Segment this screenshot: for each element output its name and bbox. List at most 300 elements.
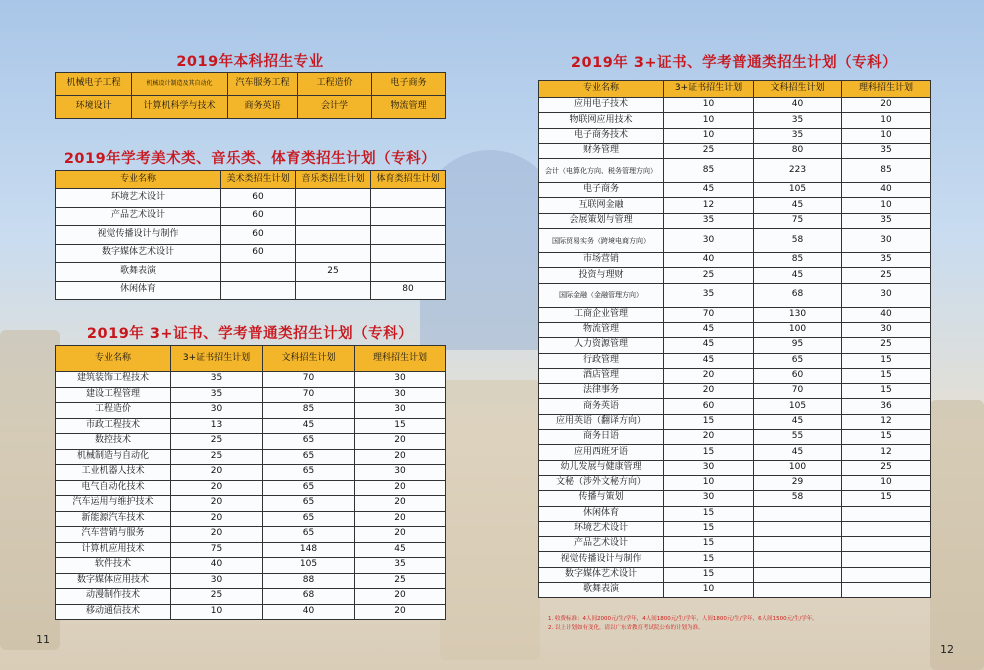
major-name-cell: 软件技术 bbox=[56, 558, 171, 574]
quota-cell: 25 bbox=[171, 589, 263, 605]
quota-cell bbox=[754, 567, 842, 582]
quota-cell: 20 bbox=[355, 589, 446, 605]
quota-cell: 85 bbox=[263, 403, 355, 419]
quota-cell: 20 bbox=[171, 496, 263, 512]
quota-cell bbox=[842, 552, 931, 567]
quota-cell: 25 bbox=[842, 268, 931, 283]
major-name-cell: 工商企业管理 bbox=[539, 307, 664, 322]
quota-cell: 12 bbox=[842, 414, 931, 429]
quota-cell: 30 bbox=[355, 403, 446, 419]
quota-cell: 20 bbox=[355, 434, 446, 450]
quota-cell: 60 bbox=[664, 399, 754, 414]
table-row bbox=[539, 368, 931, 383]
quota-cell: 25 bbox=[171, 449, 263, 465]
table-row bbox=[56, 449, 446, 465]
quota-cell bbox=[371, 244, 446, 263]
major-name-cell: 产品艺术设计 bbox=[539, 537, 664, 552]
left-plan-header-cert: 3+证书招生计划 bbox=[171, 346, 263, 372]
major-name-cell: 互联网金融 bbox=[539, 198, 664, 213]
quota-cell bbox=[296, 281, 371, 300]
major-name-cell: 商务英语 bbox=[539, 399, 664, 414]
left-plan-header-science: 理科招生计划 bbox=[355, 346, 446, 372]
quota-cell bbox=[221, 263, 296, 282]
table-row bbox=[539, 183, 931, 198]
table-row bbox=[539, 491, 931, 506]
table-row bbox=[539, 353, 931, 368]
quota-cell: 65 bbox=[263, 527, 355, 543]
major-cell: 工程造价 bbox=[298, 73, 372, 96]
table-row bbox=[539, 399, 931, 414]
quota-cell: 45 bbox=[664, 183, 754, 198]
left-plan-body bbox=[56, 372, 446, 620]
quota-cell: 40 bbox=[754, 98, 842, 113]
major-name-cell: 视觉传播设计与制作 bbox=[539, 552, 664, 567]
major-name-cell: 汽车运用与维护技术 bbox=[56, 496, 171, 512]
quota-cell: 15 bbox=[664, 552, 754, 567]
major-name-cell: 电子商务技术 bbox=[539, 128, 664, 143]
quota-cell: 45 bbox=[263, 418, 355, 434]
quota-cell: 30 bbox=[842, 322, 931, 337]
footnotes bbox=[548, 615, 920, 633]
left-plan-header-major: 专业名称 bbox=[56, 346, 171, 372]
right-plan-header-arts: 文科招生计划 bbox=[754, 81, 842, 98]
table-row bbox=[539, 113, 931, 128]
table-row bbox=[56, 465, 446, 481]
table-row bbox=[539, 430, 931, 445]
quota-cell: 15 bbox=[842, 430, 931, 445]
quota-cell: 40 bbox=[664, 253, 754, 268]
quota-cell: 40 bbox=[263, 604, 355, 620]
quota-cell bbox=[754, 552, 842, 567]
quota-cell: 12 bbox=[664, 198, 754, 213]
footnote: 1. 收费标准：4人间2000元/生/学年，4人间1800元/生/学年，人间1800元/生/学年，6人间1500元/生/学年。 bbox=[548, 616, 818, 622]
table-row bbox=[56, 418, 446, 434]
quota-cell: 25 bbox=[355, 573, 446, 589]
table-row bbox=[539, 521, 931, 536]
major-name-cell: 歌舞表演 bbox=[539, 583, 664, 598]
quota-cell: 15 bbox=[842, 368, 931, 383]
table-row bbox=[539, 338, 931, 353]
table-row bbox=[539, 307, 931, 322]
table-row bbox=[56, 434, 446, 450]
quota-cell bbox=[371, 189, 446, 208]
quota-cell: 10 bbox=[664, 475, 754, 490]
quota-cell: 15 bbox=[664, 537, 754, 552]
quota-cell: 35 bbox=[842, 213, 931, 228]
quota-cell: 35 bbox=[664, 213, 754, 228]
quota-cell: 95 bbox=[754, 338, 842, 353]
major-cell: 环境设计 bbox=[56, 96, 132, 119]
footnote: 2. 以上计划如有变化，请以广东省教育考试院公布的计划为准。 bbox=[548, 624, 704, 631]
quota-cell: 12 bbox=[842, 445, 931, 460]
quota-cell: 30 bbox=[171, 573, 263, 589]
quota-cell: 20 bbox=[664, 384, 754, 399]
quota-cell: 58 bbox=[754, 229, 842, 253]
major-cell: 物流管理 bbox=[372, 96, 446, 119]
major-name-cell: 休闲体育 bbox=[539, 506, 664, 521]
quota-cell: 30 bbox=[664, 229, 754, 253]
quota-cell: 15 bbox=[664, 567, 754, 582]
table-row bbox=[56, 372, 446, 388]
table-row bbox=[56, 281, 446, 300]
table-row bbox=[56, 573, 446, 589]
table-row bbox=[56, 263, 446, 282]
quota-cell: 35 bbox=[171, 387, 263, 403]
quota-cell: 75 bbox=[754, 213, 842, 228]
quota-cell bbox=[754, 506, 842, 521]
quota-cell: 20 bbox=[664, 430, 754, 445]
major-name-cell: 新能源汽车技术 bbox=[56, 511, 171, 527]
quota-cell: 30 bbox=[355, 387, 446, 403]
quota-cell bbox=[296, 189, 371, 208]
table-row bbox=[56, 189, 446, 208]
arts-header-music: 音乐类招生计划 bbox=[296, 171, 371, 189]
quota-cell: 30 bbox=[664, 491, 754, 506]
major-name-cell: 建筑装饰工程技术 bbox=[56, 372, 171, 388]
table-row bbox=[539, 283, 931, 307]
major-name-cell: 数字媒体艺术设计 bbox=[539, 567, 664, 582]
table-row bbox=[539, 98, 931, 113]
major-name-cell: 动漫制作技术 bbox=[56, 589, 171, 605]
quota-cell: 15 bbox=[664, 414, 754, 429]
arts-header-sports: 体育类招生计划 bbox=[371, 171, 446, 189]
table-row bbox=[56, 558, 446, 574]
major-cell: 商务英语 bbox=[228, 96, 298, 119]
quota-cell: 30 bbox=[171, 403, 263, 419]
quota-cell: 148 bbox=[263, 542, 355, 558]
table-row bbox=[539, 322, 931, 337]
quota-cell: 29 bbox=[754, 475, 842, 490]
quota-cell: 20 bbox=[355, 511, 446, 527]
quota-cell: 65 bbox=[263, 496, 355, 512]
major-name-cell: 物联网应用技术 bbox=[539, 113, 664, 128]
quota-cell: 45 bbox=[664, 353, 754, 368]
quota-cell: 10 bbox=[842, 113, 931, 128]
major-name-cell: 产品艺术设计 bbox=[56, 207, 221, 226]
major-name-cell: 商务日语 bbox=[539, 430, 664, 445]
quota-cell: 65 bbox=[754, 353, 842, 368]
table-row bbox=[56, 589, 446, 605]
quota-cell bbox=[842, 506, 931, 521]
right-plan-header-cert: 3+证书招生计划 bbox=[664, 81, 754, 98]
quota-cell: 20 bbox=[355, 449, 446, 465]
table-row bbox=[539, 159, 931, 183]
major-name-cell: 环境艺术设计 bbox=[539, 521, 664, 536]
quota-cell: 35 bbox=[754, 128, 842, 143]
undergrad-majors-title: 2019年本科招生专业 bbox=[176, 54, 324, 70]
arts-plan-table bbox=[55, 170, 446, 300]
quota-cell: 10 bbox=[842, 128, 931, 143]
quota-cell: 130 bbox=[754, 307, 842, 322]
quota-cell bbox=[842, 537, 931, 552]
table-row bbox=[56, 527, 446, 543]
background-building-left bbox=[0, 330, 60, 650]
major-name-cell: 计算机应用技术 bbox=[56, 542, 171, 558]
table-row bbox=[539, 445, 931, 460]
quota-cell: 20 bbox=[171, 480, 263, 496]
major-name-cell: 人力资源管理 bbox=[539, 338, 664, 353]
quota-cell: 105 bbox=[754, 399, 842, 414]
right-plan-title: 2019年 3+证书、学考普通类招生计划（专科） bbox=[570, 55, 898, 71]
quota-cell: 40 bbox=[842, 307, 931, 322]
major-name-cell: 应用英语（翻译方向） bbox=[539, 414, 664, 429]
quota-cell bbox=[296, 226, 371, 245]
quota-cell: 35 bbox=[842, 253, 931, 268]
quota-cell: 20 bbox=[664, 368, 754, 383]
major-name-cell: 环境艺术设计 bbox=[56, 189, 221, 208]
major-name-cell: 传播与策划 bbox=[539, 491, 664, 506]
quota-cell bbox=[371, 207, 446, 226]
quota-cell: 10 bbox=[842, 198, 931, 213]
quota-cell: 25 bbox=[842, 338, 931, 353]
quota-cell: 10 bbox=[664, 113, 754, 128]
arts-header-major: 专业名称 bbox=[56, 171, 221, 189]
quota-cell: 45 bbox=[664, 338, 754, 353]
table-row bbox=[56, 207, 446, 226]
quota-cell bbox=[371, 263, 446, 282]
major-name-cell: 移动通信技术 bbox=[56, 604, 171, 620]
quota-cell: 60 bbox=[221, 244, 296, 263]
quota-cell: 30 bbox=[664, 460, 754, 475]
major-name-cell: 幼儿发展与健康管理 bbox=[539, 460, 664, 475]
major-name-cell: 工业机器人技术 bbox=[56, 465, 171, 481]
major-name-cell: 财务管理 bbox=[539, 143, 664, 158]
quota-cell: 15 bbox=[664, 506, 754, 521]
quota-cell: 25 bbox=[664, 143, 754, 158]
quota-cell: 25 bbox=[296, 263, 371, 282]
quota-cell: 60 bbox=[221, 189, 296, 208]
quota-cell bbox=[754, 583, 842, 598]
quota-cell: 85 bbox=[842, 159, 931, 183]
quota-cell: 10 bbox=[664, 128, 754, 143]
table-row bbox=[539, 567, 931, 582]
quota-cell: 45 bbox=[355, 542, 446, 558]
quota-cell: 20 bbox=[355, 480, 446, 496]
quota-cell: 15 bbox=[355, 418, 446, 434]
quota-cell: 55 bbox=[754, 430, 842, 445]
quota-cell: 20 bbox=[355, 604, 446, 620]
major-cell: 计算机科学与技术 bbox=[132, 96, 228, 119]
right-plan-body bbox=[539, 98, 931, 598]
quota-cell: 60 bbox=[221, 226, 296, 245]
table-row bbox=[539, 506, 931, 521]
table-row bbox=[56, 496, 446, 512]
arts-header-art: 美术类招生计划 bbox=[221, 171, 296, 189]
major-name-cell: 法律事务 bbox=[539, 384, 664, 399]
quota-cell: 100 bbox=[754, 322, 842, 337]
arts-plan-title: 2019年学考美术类、音乐类、体育类招生计划（专科） bbox=[63, 151, 437, 167]
left-plan-title: 2019年 3+证书、学考普通类招生计划（专科） bbox=[86, 326, 414, 342]
quota-cell: 35 bbox=[171, 372, 263, 388]
quota-cell: 45 bbox=[664, 322, 754, 337]
quota-cell: 36 bbox=[842, 399, 931, 414]
major-name-cell: 数字媒体应用技术 bbox=[56, 573, 171, 589]
quota-cell: 65 bbox=[263, 480, 355, 496]
right-plan-table bbox=[538, 80, 931, 598]
quota-cell: 20 bbox=[842, 98, 931, 113]
quota-cell: 105 bbox=[754, 183, 842, 198]
major-name-cell: 会计（电算化方向、税务管理方向） bbox=[539, 159, 664, 183]
table-row bbox=[539, 268, 931, 283]
table-row bbox=[56, 226, 446, 245]
quota-cell: 20 bbox=[171, 465, 263, 481]
quota-cell: 30 bbox=[842, 229, 931, 253]
left-plan-table bbox=[55, 345, 446, 620]
quota-cell: 10 bbox=[842, 475, 931, 490]
right-plan-header-major: 专业名称 bbox=[539, 81, 664, 98]
table-row bbox=[56, 604, 446, 620]
page-number-left: 11 bbox=[36, 633, 50, 646]
quota-cell: 85 bbox=[664, 159, 754, 183]
major-name-cell: 工程造价 bbox=[56, 403, 171, 419]
quota-cell: 20 bbox=[355, 496, 446, 512]
table-row bbox=[539, 583, 931, 598]
quota-cell: 58 bbox=[754, 491, 842, 506]
quota-cell: 45 bbox=[754, 445, 842, 460]
background-building-right bbox=[930, 400, 984, 670]
quota-cell bbox=[371, 226, 446, 245]
quota-cell: 13 bbox=[171, 418, 263, 434]
major-name-cell: 电气自动化技术 bbox=[56, 480, 171, 496]
quota-cell: 35 bbox=[842, 143, 931, 158]
quota-cell: 45 bbox=[754, 414, 842, 429]
table-row bbox=[539, 384, 931, 399]
quota-cell: 105 bbox=[263, 558, 355, 574]
major-name-cell: 歌舞表演 bbox=[56, 263, 221, 282]
quota-cell: 70 bbox=[263, 372, 355, 388]
table-row bbox=[539, 552, 931, 567]
major-cell: 电子商务 bbox=[372, 73, 446, 96]
quota-cell bbox=[221, 281, 296, 300]
major-cell: 机械电子工程 bbox=[56, 73, 132, 96]
major-name-cell: 国际金融（金融管理方向） bbox=[539, 283, 664, 307]
quota-cell: 20 bbox=[171, 527, 263, 543]
table-row bbox=[539, 213, 931, 228]
table-row bbox=[56, 403, 446, 419]
quota-cell: 20 bbox=[355, 527, 446, 543]
quota-cell: 30 bbox=[355, 465, 446, 481]
table-row bbox=[56, 480, 446, 496]
quota-cell: 35 bbox=[664, 283, 754, 307]
quota-cell: 88 bbox=[263, 573, 355, 589]
arts-plan-body bbox=[56, 189, 446, 300]
table-row bbox=[539, 143, 931, 158]
major-name-cell: 机械制造与自动化 bbox=[56, 449, 171, 465]
quota-cell: 100 bbox=[754, 460, 842, 475]
major-name-cell: 市场营销 bbox=[539, 253, 664, 268]
quota-cell: 70 bbox=[664, 307, 754, 322]
quota-cell: 60 bbox=[754, 368, 842, 383]
quota-cell: 45 bbox=[754, 198, 842, 213]
quota-cell: 223 bbox=[754, 159, 842, 183]
major-cell: 机械设计制造及其自动化 bbox=[132, 73, 228, 96]
quota-cell: 70 bbox=[754, 384, 842, 399]
quota-cell: 30 bbox=[842, 283, 931, 307]
major-name-cell: 国际贸易实务（跨境电商方向） bbox=[539, 229, 664, 253]
table-row bbox=[56, 542, 446, 558]
quota-cell: 80 bbox=[371, 281, 446, 300]
quota-cell: 30 bbox=[355, 372, 446, 388]
major-name-cell: 数字媒体艺术设计 bbox=[56, 244, 221, 263]
table-row bbox=[539, 253, 931, 268]
quota-cell: 65 bbox=[263, 434, 355, 450]
table-row bbox=[539, 198, 931, 213]
undergrad-majors-table bbox=[55, 72, 446, 119]
quota-cell: 45 bbox=[754, 268, 842, 283]
quota-cell: 15 bbox=[842, 491, 931, 506]
major-name-cell: 市政工程技术 bbox=[56, 418, 171, 434]
major-name-cell: 建设工程管理 bbox=[56, 387, 171, 403]
quota-cell bbox=[296, 207, 371, 226]
quota-cell: 15 bbox=[664, 445, 754, 460]
quota-cell: 75 bbox=[171, 542, 263, 558]
table-row bbox=[539, 475, 931, 490]
quota-cell: 85 bbox=[754, 253, 842, 268]
quota-cell: 35 bbox=[355, 558, 446, 574]
quota-cell: 70 bbox=[263, 387, 355, 403]
table-row bbox=[539, 229, 931, 253]
table-row bbox=[56, 511, 446, 527]
table-row bbox=[56, 387, 446, 403]
quota-cell: 20 bbox=[171, 511, 263, 527]
quota-cell: 25 bbox=[842, 460, 931, 475]
major-name-cell: 电子商务 bbox=[539, 183, 664, 198]
quota-cell: 80 bbox=[754, 143, 842, 158]
quota-cell bbox=[842, 567, 931, 582]
major-name-cell: 会展策划与管理 bbox=[539, 213, 664, 228]
major-cell: 汽车服务工程 bbox=[228, 73, 298, 96]
major-name-cell: 酒店管理 bbox=[539, 368, 664, 383]
major-name-cell: 应用西班牙语 bbox=[539, 445, 664, 460]
table-row bbox=[56, 244, 446, 263]
table-row bbox=[539, 414, 931, 429]
quota-cell: 10 bbox=[664, 583, 754, 598]
major-name-cell: 文秘（涉外文秘方向） bbox=[539, 475, 664, 490]
left-plan-header-arts: 文科招生计划 bbox=[263, 346, 355, 372]
quota-cell: 25 bbox=[664, 268, 754, 283]
quota-cell: 15 bbox=[842, 353, 931, 368]
major-name-cell: 汽车营销与服务 bbox=[56, 527, 171, 543]
quota-cell bbox=[754, 537, 842, 552]
quota-cell bbox=[754, 521, 842, 536]
major-name-cell: 应用电子技术 bbox=[539, 98, 664, 113]
quota-cell: 15 bbox=[842, 384, 931, 399]
quota-cell: 60 bbox=[221, 207, 296, 226]
quota-cell bbox=[842, 583, 931, 598]
major-name-cell: 物流管理 bbox=[539, 322, 664, 337]
quota-cell: 35 bbox=[754, 113, 842, 128]
quota-cell bbox=[842, 521, 931, 536]
major-name-cell: 视觉传播设计与制作 bbox=[56, 226, 221, 245]
quota-cell: 40 bbox=[171, 558, 263, 574]
quota-cell: 40 bbox=[842, 183, 931, 198]
major-name-cell: 休闲体育 bbox=[56, 281, 221, 300]
major-name-cell: 数控技术 bbox=[56, 434, 171, 450]
quota-cell: 68 bbox=[263, 589, 355, 605]
quota-cell: 65 bbox=[263, 449, 355, 465]
major-name-cell: 行政管理 bbox=[539, 353, 664, 368]
quota-cell: 65 bbox=[263, 465, 355, 481]
quota-cell bbox=[296, 244, 371, 263]
quota-cell: 68 bbox=[754, 283, 842, 307]
table-row bbox=[539, 537, 931, 552]
right-plan-header-science: 理科招生计划 bbox=[842, 81, 931, 98]
background-building-center bbox=[440, 380, 540, 660]
quota-cell: 10 bbox=[171, 604, 263, 620]
major-name-cell: 投资与理财 bbox=[539, 268, 664, 283]
quota-cell: 15 bbox=[664, 521, 754, 536]
page-number-right: 12 bbox=[940, 643, 954, 656]
